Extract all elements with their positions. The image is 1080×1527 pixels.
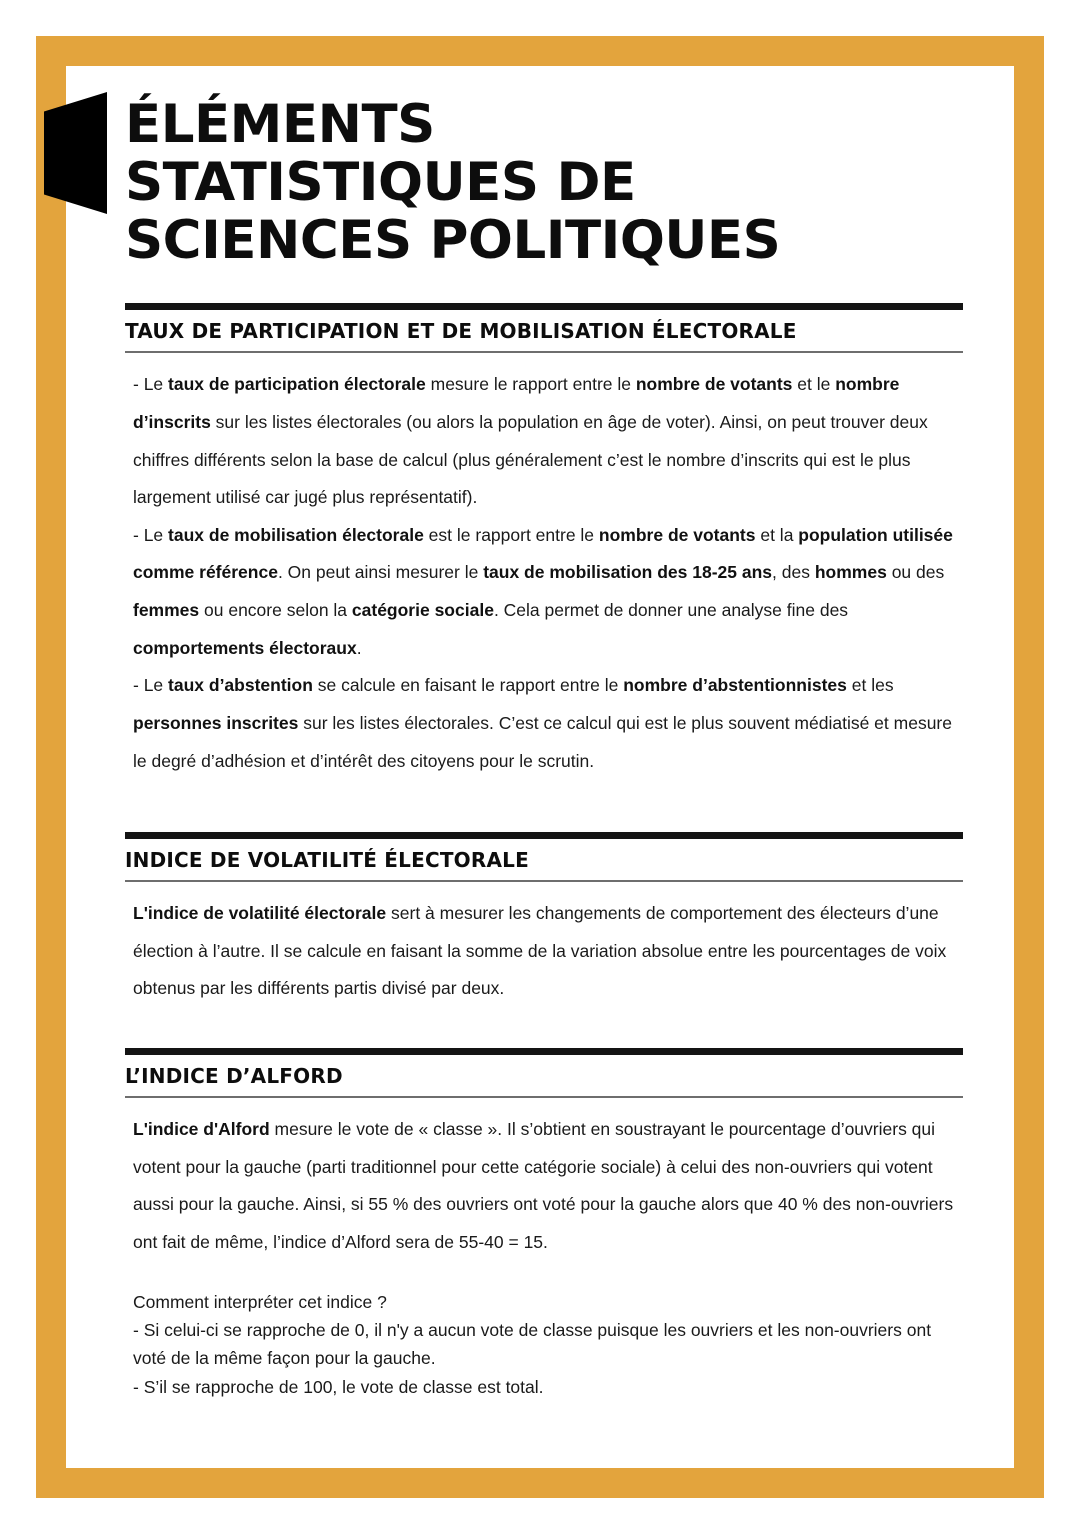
section-rule-thick — [125, 1048, 963, 1055]
page-title-line: ÉLÉMENTS — [125, 94, 435, 155]
section-heading: INDICE DE VOLATILITÉ ÉLECTORALE — [125, 848, 529, 873]
note-clipped-line: - S’il se rapproche de 100, le vote de classe est total. — [133, 1376, 544, 1397]
note-question: Comment interpréter cet indice ? — [133, 1291, 387, 1312]
paragraph: L'indice de volatilité électorale sert à mesurer les changements de comportement des électeurs d’une élection à l’autre. Il se calcule en faisant la somme de la variation absolue entre les pourcentages de voix obtenus par les différents partis divisé par deux. — [133, 903, 947, 999]
section-participation — [125, 303, 963, 780]
note-answer: - Si celui-ci se rapproche de 0, il n'y a aucun vote de classe puisque les ouvriers et les non-ouvriers ont voté de la même façon pour la gauche. — [133, 1319, 932, 1369]
section-alford — [125, 1048, 963, 1397]
page-title-line: STATISTIQUES DE — [125, 151, 636, 213]
section-heading: L’INDICE D’ALFORD — [125, 1064, 343, 1089]
interpretation-note — [133, 1288, 963, 1397]
section-body — [125, 882, 963, 1008]
paragraph: L'indice d'Alford mesure le vote de « classe ». Il s’obtient en soustrayant le pourcentage d’ouvriers qui votent pour la gauche (parti traditionnel pour cette catégorie sociale) à celui des non-ouvriers qui votent aussi pour la gauche. Ainsi, si 55 % des ouvriers ont voté pour la gauche alors que 40 % des non-ouvriers ont fait de même, l’indice d’Alford sera de 55-40 = 15. — [133, 1119, 954, 1252]
page-title — [125, 96, 963, 269]
paragraph: - Le taux de mobilisation électorale est le rapport entre le nombre de votants et la population utilisée comme référence. On peut ainsi mesurer le taux de mobilisation des 18-25 ans, des hommes ou des femmes ou encore selon la catégorie sociale. Cela permet de donner une analyse fine des comportements électoraux. — [133, 524, 953, 658]
paragraph: - Le taux de participation électorale mesure le rapport entre le nombre de votants et le nombre d’inscrits sur les listes électorales (ou alors la population en âge de voter). Ainsi, on peut trouver deux chiffres différents selon la base de calcul (plus généralement c’est le nombre d’inscrits qui est le plus largement utilisé car jugé plus représentatif). — [133, 374, 928, 508]
section-body — [125, 1098, 963, 1397]
section-rule-thick — [125, 303, 963, 310]
content-area — [125, 94, 963, 1397]
page-title-line: SCIENCES POLITIQUES — [125, 209, 781, 271]
section-body — [125, 353, 963, 780]
section-rule-thick — [125, 832, 963, 839]
paragraph: - Le taux d’abstention se calcule en faisant le rapport entre le nombre d’abstentionnistes et les personnes inscrites sur les listes électorales. C’est ce calcul qui est le plus souvent médiatisé et mesure le degré d’adhésion et d’intérêt des citoyens pour le scrutin. — [133, 675, 952, 771]
bookmark-icon — [44, 92, 107, 214]
section-volatilite — [125, 832, 963, 1008]
section-heading: TAUX DE PARTICIPATION ET DE MOBILISATION ÉLECTORALE — [125, 319, 797, 344]
